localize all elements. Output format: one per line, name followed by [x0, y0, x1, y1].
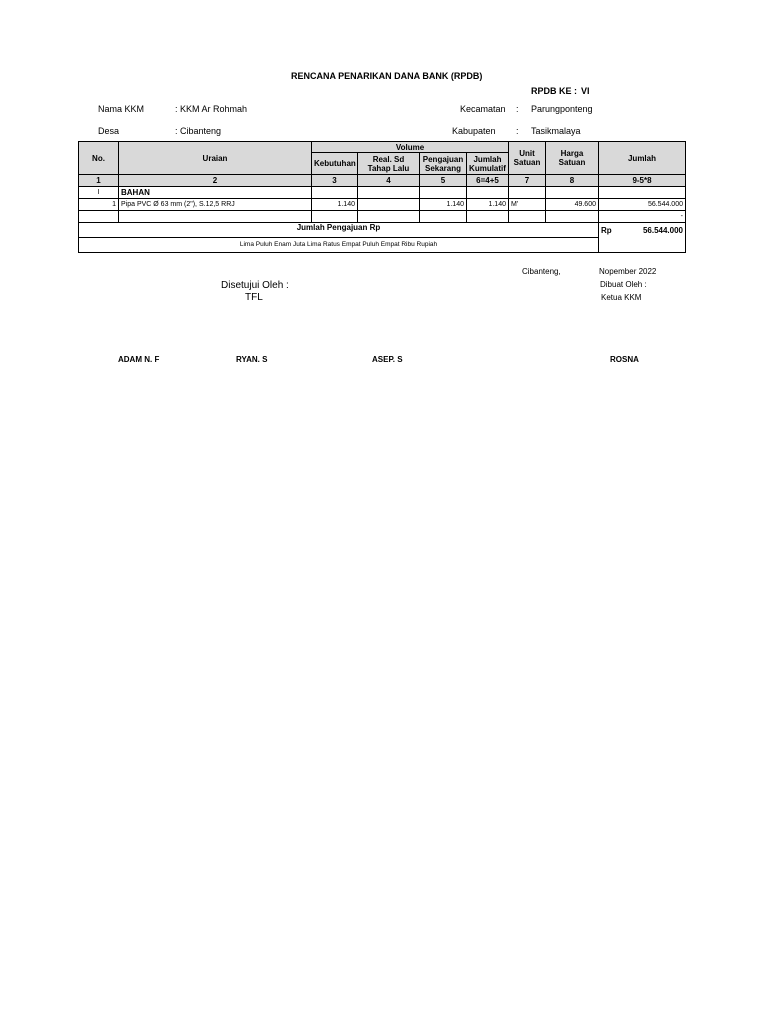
numbering-cell: 4: [358, 175, 420, 187]
item-kumulatif: 1.140: [467, 199, 509, 211]
item-pengajuan: 1.140: [420, 199, 467, 211]
numbering-cell: 7: [509, 175, 546, 187]
numbering-cell: 2: [119, 175, 312, 187]
header-jumlah: Jumlah: [599, 142, 686, 175]
rpdb-table: [78, 141, 686, 253]
header-uraian: Uraian: [119, 142, 312, 175]
rpdb-ke-label: RPDB KE :: [531, 86, 578, 96]
blank-row-jumlah: -: [599, 211, 686, 223]
footer-place: Cibanteng,: [522, 267, 561, 276]
numbering-row: [79, 175, 686, 187]
numbering-cell: 9-5*8: [599, 175, 686, 187]
nama-kkm-value: : KKM Ar Rohmah: [175, 104, 248, 114]
signatory-adam: ADAM N. F: [118, 355, 160, 364]
nama-kkm-label: Nama KKM: [98, 104, 145, 114]
header-no: No.: [79, 142, 119, 175]
kecamatan-colon: :: [516, 104, 519, 114]
desa-value: : Cibanteng: [175, 126, 222, 136]
kabupaten-colon: :: [516, 126, 519, 136]
kabupaten-value: Tasikmalaya: [531, 126, 581, 136]
header-harga-satuan: Harga Satuan: [546, 142, 599, 175]
signatory-asep: ASEP. S: [372, 355, 403, 364]
total-value: 56.544.000: [642, 226, 683, 235]
dibuat-label: Dibuat Oleh :: [600, 280, 647, 289]
ketua-label: Ketua KKM: [601, 293, 642, 302]
header-kebutuhan: Kebutuhan: [312, 153, 358, 175]
section-label: BAHAN: [119, 187, 312, 199]
signatory-rosna: ROSNA: [610, 355, 639, 364]
rpdb-ke-value: VI: [581, 86, 590, 96]
total-row: [79, 223, 686, 238]
item-kebutuhan: 1.140: [312, 199, 358, 211]
signatory-ryan: RYAN. S: [236, 355, 268, 364]
disetujui-label: Disetujui Oleh :: [221, 280, 289, 291]
numbering-cell: 6=4+5: [467, 175, 509, 187]
kecamatan-value: Parungponteng: [531, 104, 593, 114]
total-rp: Rp: [601, 226, 612, 235]
desa-label: Desa: [98, 126, 120, 136]
tfl-label: TFL: [245, 292, 263, 303]
kecamatan-label: Kecamatan: [460, 104, 506, 114]
blank-row: [79, 211, 686, 223]
header-pengajuan-sekarang: Pengajuan Sekarang: [420, 153, 467, 175]
section-no: I: [79, 187, 119, 199]
section-row: [79, 187, 686, 199]
document-title: RENCANA PENARIKAN DANA BANK (RPDB): [291, 71, 483, 81]
footer-date: Nopember 2022: [599, 267, 657, 276]
terbilang-row: [79, 238, 686, 253]
numbering-cell: 8: [546, 175, 599, 187]
numbering-cell: 1: [79, 175, 119, 187]
item-uraian: Pipa PVC Ø 63 mm (2"), S.12,5 RRJ: [119, 199, 312, 211]
header-unit-satuan: Unit Satuan: [509, 142, 546, 175]
item-real: [358, 199, 420, 211]
item-unit: M': [509, 199, 546, 211]
total-amount: [599, 223, 686, 253]
total-label: Jumlah Pengajuan Rp: [79, 223, 599, 238]
terbilang: Lima Puluh Enam Juta Lima Ratus Empat Puluh Empat Ribu Rupiah: [79, 238, 599, 253]
numbering-cell: 5: [420, 175, 467, 187]
table-row: [79, 199, 686, 211]
numbering-cell: 3: [312, 175, 358, 187]
kabupaten-label: Kabupaten: [452, 126, 496, 136]
header-volume: Volume: [312, 142, 509, 153]
header-real-tahap-lalu: Real. Sd Tahap Lalu: [358, 153, 420, 175]
item-no: 1: [79, 199, 119, 211]
header-jumlah-kumulatif: Jumlah Kumulatif: [467, 153, 509, 175]
item-harga: 49.600: [546, 199, 599, 211]
item-jumlah: 56.544.000: [599, 199, 686, 211]
